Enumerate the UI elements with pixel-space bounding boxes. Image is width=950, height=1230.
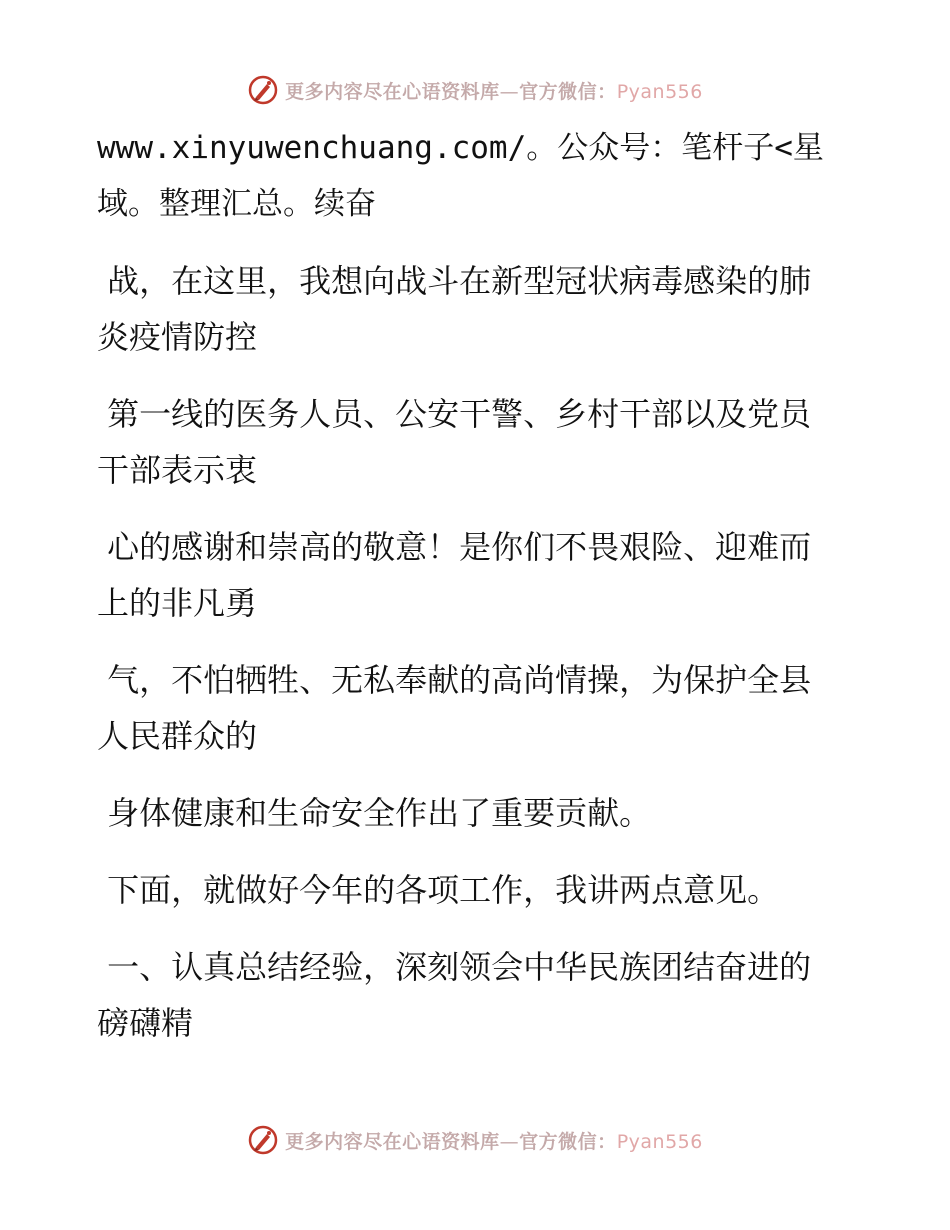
banner-text: [285, 1127, 703, 1154]
paragraph: 气，不怕牺牲、无私奉献的高尚情操，为保护全县人民群众的: [97, 661, 812, 755]
paragraph: 第一线的医务人员、公安干警、乡村干部以及党员干部表示衷: [97, 395, 812, 489]
banner-site-text: 更多内容尽在心语资料库: [285, 1130, 500, 1153]
pen-logo-icon: [247, 1124, 279, 1156]
banner-contact-id: Pyan556: [616, 80, 703, 103]
paragraph: 心的感谢和崇高的敬意！是你们不畏艰险、迎难而上的非凡勇: [97, 528, 812, 622]
header-watermark-banner: [0, 70, 950, 110]
banner-text: [285, 77, 703, 104]
paragraph: www.xinyuwenchuang.com/。公众号：笔杆子<星域。整理汇总。续奋: [97, 130, 824, 222]
footer-watermark-banner: [0, 1120, 950, 1160]
paragraph: 一、认真总结经验，深刻领会中华民族团结奋进的磅礴精: [97, 948, 812, 1042]
paragraph: 身体健康和生命安全作出了重要贡献。: [97, 794, 652, 832]
banner-separator: —: [499, 1130, 520, 1153]
paragraph: 下面，就做好今年的各项工作，我讲两点意见。: [97, 871, 780, 909]
paragraph: 战，在这里，我想向战斗在新型冠状病毒感染的肺炎疫情防控: [97, 262, 812, 356]
banner-site-text: 更多内容尽在心语资料库: [285, 80, 500, 103]
banner-contact-id: Pyan556: [616, 1130, 703, 1153]
banner-contact-label: 官方微信：: [519, 1130, 617, 1153]
pen-logo-icon: [247, 74, 279, 106]
banner-contact-label: 官方微信：: [519, 80, 617, 103]
banner-separator: —: [499, 80, 520, 103]
document-body: [97, 120, 837, 1072]
